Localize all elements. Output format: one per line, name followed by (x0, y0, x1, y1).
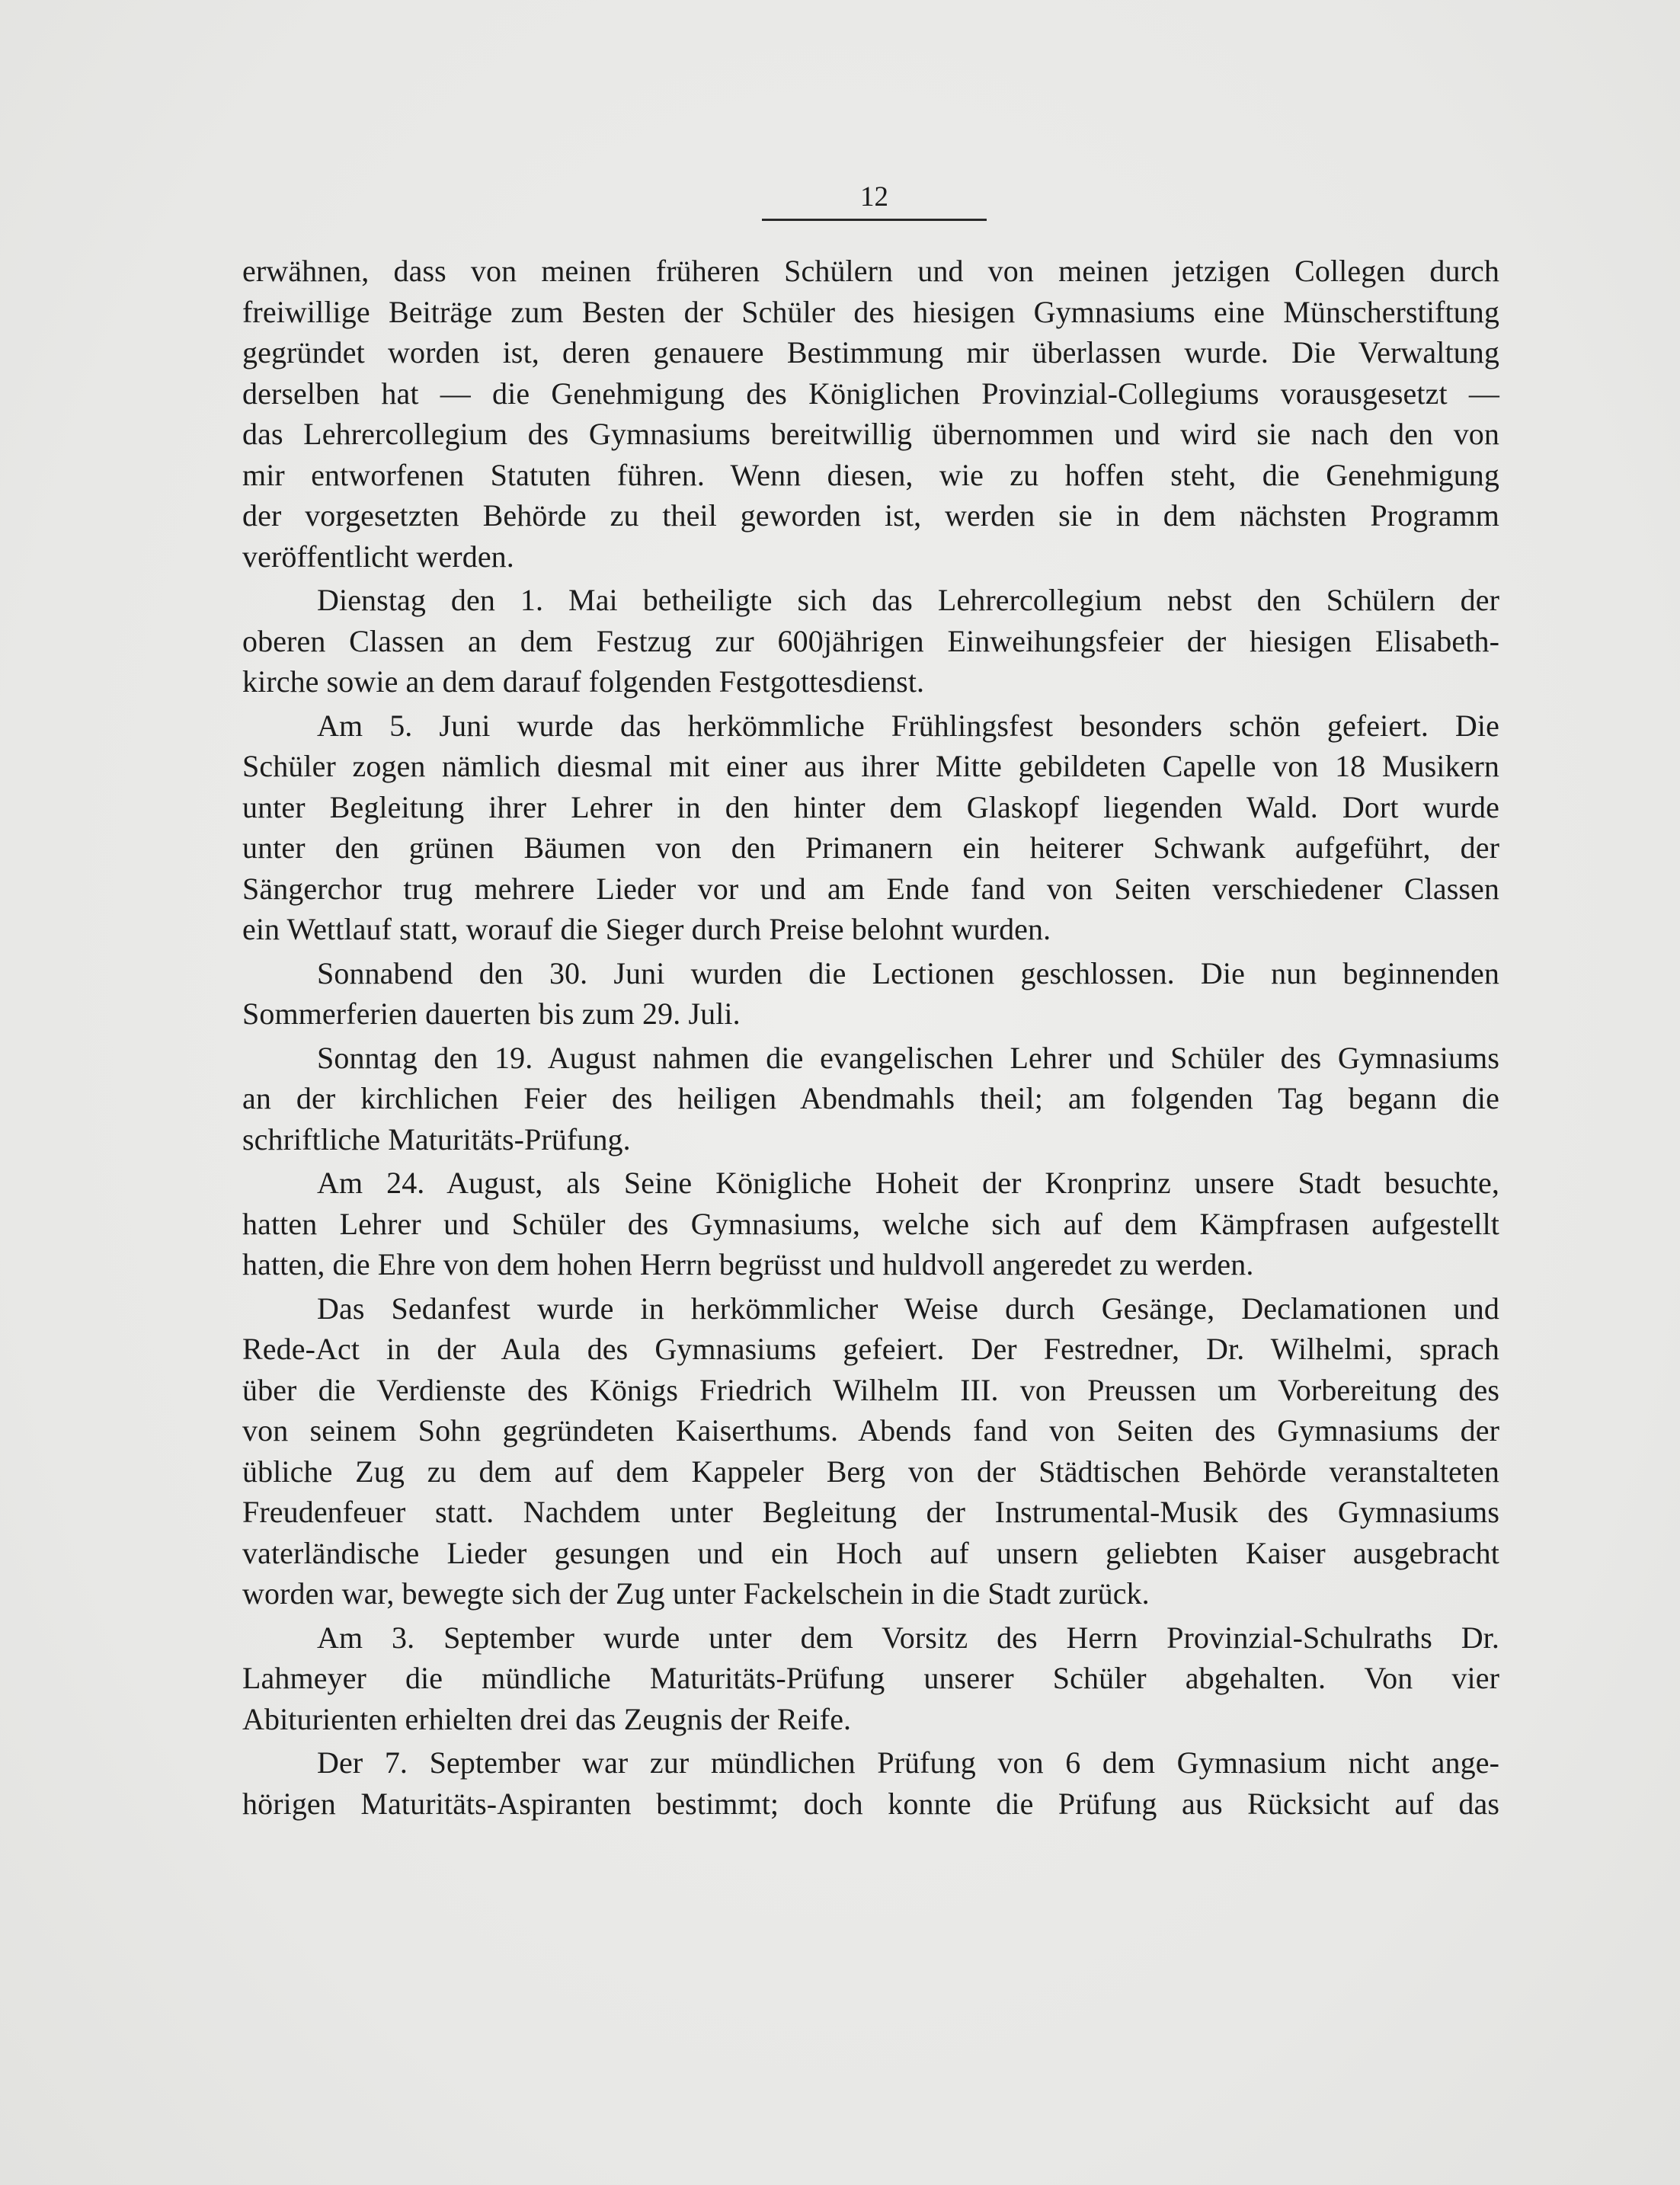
text-line: oberen Classen an dem Festzug zur 600jährigen Einweihungsfeier der hiesigen Elisabeth- (242, 623, 1499, 658)
text-line: Das Sedanfest wurde in herkömmlicher Weise durch Gesänge, Declamationen und (317, 1291, 1499, 1326)
text-line: worden war, bewegte sich der Zug unter Fackelschein in die Stadt zurück. (242, 1576, 1150, 1611)
text-line: Der 7. September war zur mündlichen Prüfung von 6 dem Gymnasium nicht ange- (317, 1745, 1499, 1780)
text-line: Sommerferien dauerten bis zum 29. Juli. (242, 997, 741, 1031)
text-line: erwähnen, dass von meinen früheren Schülern und von meinen jetzigen Collegen durch (242, 254, 1499, 288)
text-line: unter den grünen Bäumen von den Primanern ein heiterer Schwank aufgeführt, der (242, 830, 1499, 865)
text-line: gegründet worden ist, deren genauere Bestimmung mir überlassen wurde. Die Verwaltung (242, 335, 1499, 369)
text-line: an der kirchlichen Feier des heiligen Abendmahls theil; am folgenden Tag begann die (242, 1081, 1499, 1115)
text-line: schriftliche Maturitäts-Prüfung. (242, 1121, 631, 1156)
text-line: hatten, die Ehre von dem hohen Herrn begrüsst und huldvoll angeredet zu werden. (242, 1247, 1254, 1281)
body-text (242, 251, 1499, 1827)
text-line: Sängerchor trug mehrere Lieder vor und am Ende fand von Seiten verschiedener Classen (242, 871, 1499, 906)
text-line: Schüler zogen nämlich diesmal mit einer aus ihrer Mitte gebildeten Capelle von 18 Musikern (242, 749, 1499, 783)
text-line: Sonnabend den 30. Juni wurden die Lectionen geschlossen. Die nun beginnenden (317, 955, 1499, 990)
text-line: hatten Lehrer und Schüler des Gymnasiums, welche sich auf dem Kämpfrasen aufgestellt (242, 1206, 1499, 1241)
text-line: das Lehrercollegium des Gymnasiums bereitwillig übernommen und wird sie nach den von (242, 417, 1499, 451)
text-line: Am 3. September wurde unter dem Vorsitz des Herrn Provinzial-Schulraths Dr. (317, 1620, 1499, 1655)
text-line: übliche Zug zu dem auf dem Kappeler Berg von der Städtischen Behörde veranstalteten (242, 1454, 1499, 1489)
text-line: Dienstag den 1. Mai betheiligte sich das Lehrercollegium nebst den Schülern der (317, 583, 1499, 617)
text-line: der vorgesetzten Behörde zu theil geworden ist, werden sie in dem nächsten Programm (242, 498, 1499, 533)
paragraph-5 (242, 1038, 1499, 1160)
text-line: Rede-Act in der Aula des Gymnasiums gefeiert. Der Festredner, Dr. Wilhelmi, sprach (242, 1332, 1499, 1366)
text-line: Sonntag den 19. August nahmen die evangelischen Lehrer und Schüler des Gymnasiums (317, 1040, 1499, 1075)
text-line: derselben hat — die Genehmigung des Königlichen Provinzial-Collegiums vorausgesetzt — (242, 376, 1499, 411)
text-line: Am 5. Juni wurde das herkömmliche Frühlingsfest besonders schön gefeiert. Die (317, 708, 1499, 743)
text-line: Am 24. August, als Seine Königliche Hoheit der Kronprinz unsere Stadt besuchte, (317, 1166, 1499, 1200)
paragraph-7 (242, 1288, 1499, 1614)
text-line: veröffentlicht werden. (242, 539, 514, 574)
paragraph-1 (242, 251, 1499, 577)
paragraph-4 (242, 953, 1499, 1035)
paragraph-8 (242, 1617, 1499, 1740)
text-line: mir entworfenen Statuten führen. Wenn diesen, wie zu hoffen steht, die Genehmigung (242, 457, 1499, 492)
text-line: kirche sowie an dem darauf folgenden Festgottesdienst. (242, 664, 925, 699)
paragraph-9 (242, 1742, 1499, 1824)
text-line: Abiturienten erhielten drei das Zeugnis der Reife. (242, 1701, 852, 1736)
text-line: hörigen Maturitäts-Aspiranten bestimmt; doch konnte die Prüfung aus Rücksicht auf das (242, 1786, 1499, 1821)
text-line: von seinem Sohn gegründeten Kaiserthums. Abends fand von Seiten des Gymnasiums der (242, 1413, 1499, 1448)
text-line: vaterländische Lieder gesungen und ein Hoch auf unsern geliebten Kaiser ausgebracht (242, 1535, 1499, 1570)
paragraph-2 (242, 580, 1499, 702)
paragraph-6 (242, 1163, 1499, 1285)
text-line: über die Verdienste des Königs Friedrich Wilhelm III. von Preussen um Vorbereitung des (242, 1372, 1499, 1407)
text-line: Lahmeyer die mündliche Maturitäts-Prüfung unserer Schüler abgehalten. Von vier (242, 1661, 1499, 1695)
paragraph-3 (242, 705, 1499, 950)
text-line: ein Wettlauf statt, worauf die Sieger durch Preise belohnt wurden. (242, 912, 1051, 946)
text-line: Freudenfeuer statt. Nachdem unter Begleitung der Instrumental-Musik des Gymnasiums (242, 1495, 1499, 1529)
page-number: 12 (860, 181, 888, 213)
header-rule (762, 219, 987, 221)
text-line: unter Begleitung ihrer Lehrer in den hinter dem Glaskopf liegenden Wald. Dort wurde (242, 789, 1499, 824)
text-line: freiwillige Beiträge zum Besten der Schüler des hiesigen Gymnasiums eine Münscherstiftung (242, 294, 1499, 329)
